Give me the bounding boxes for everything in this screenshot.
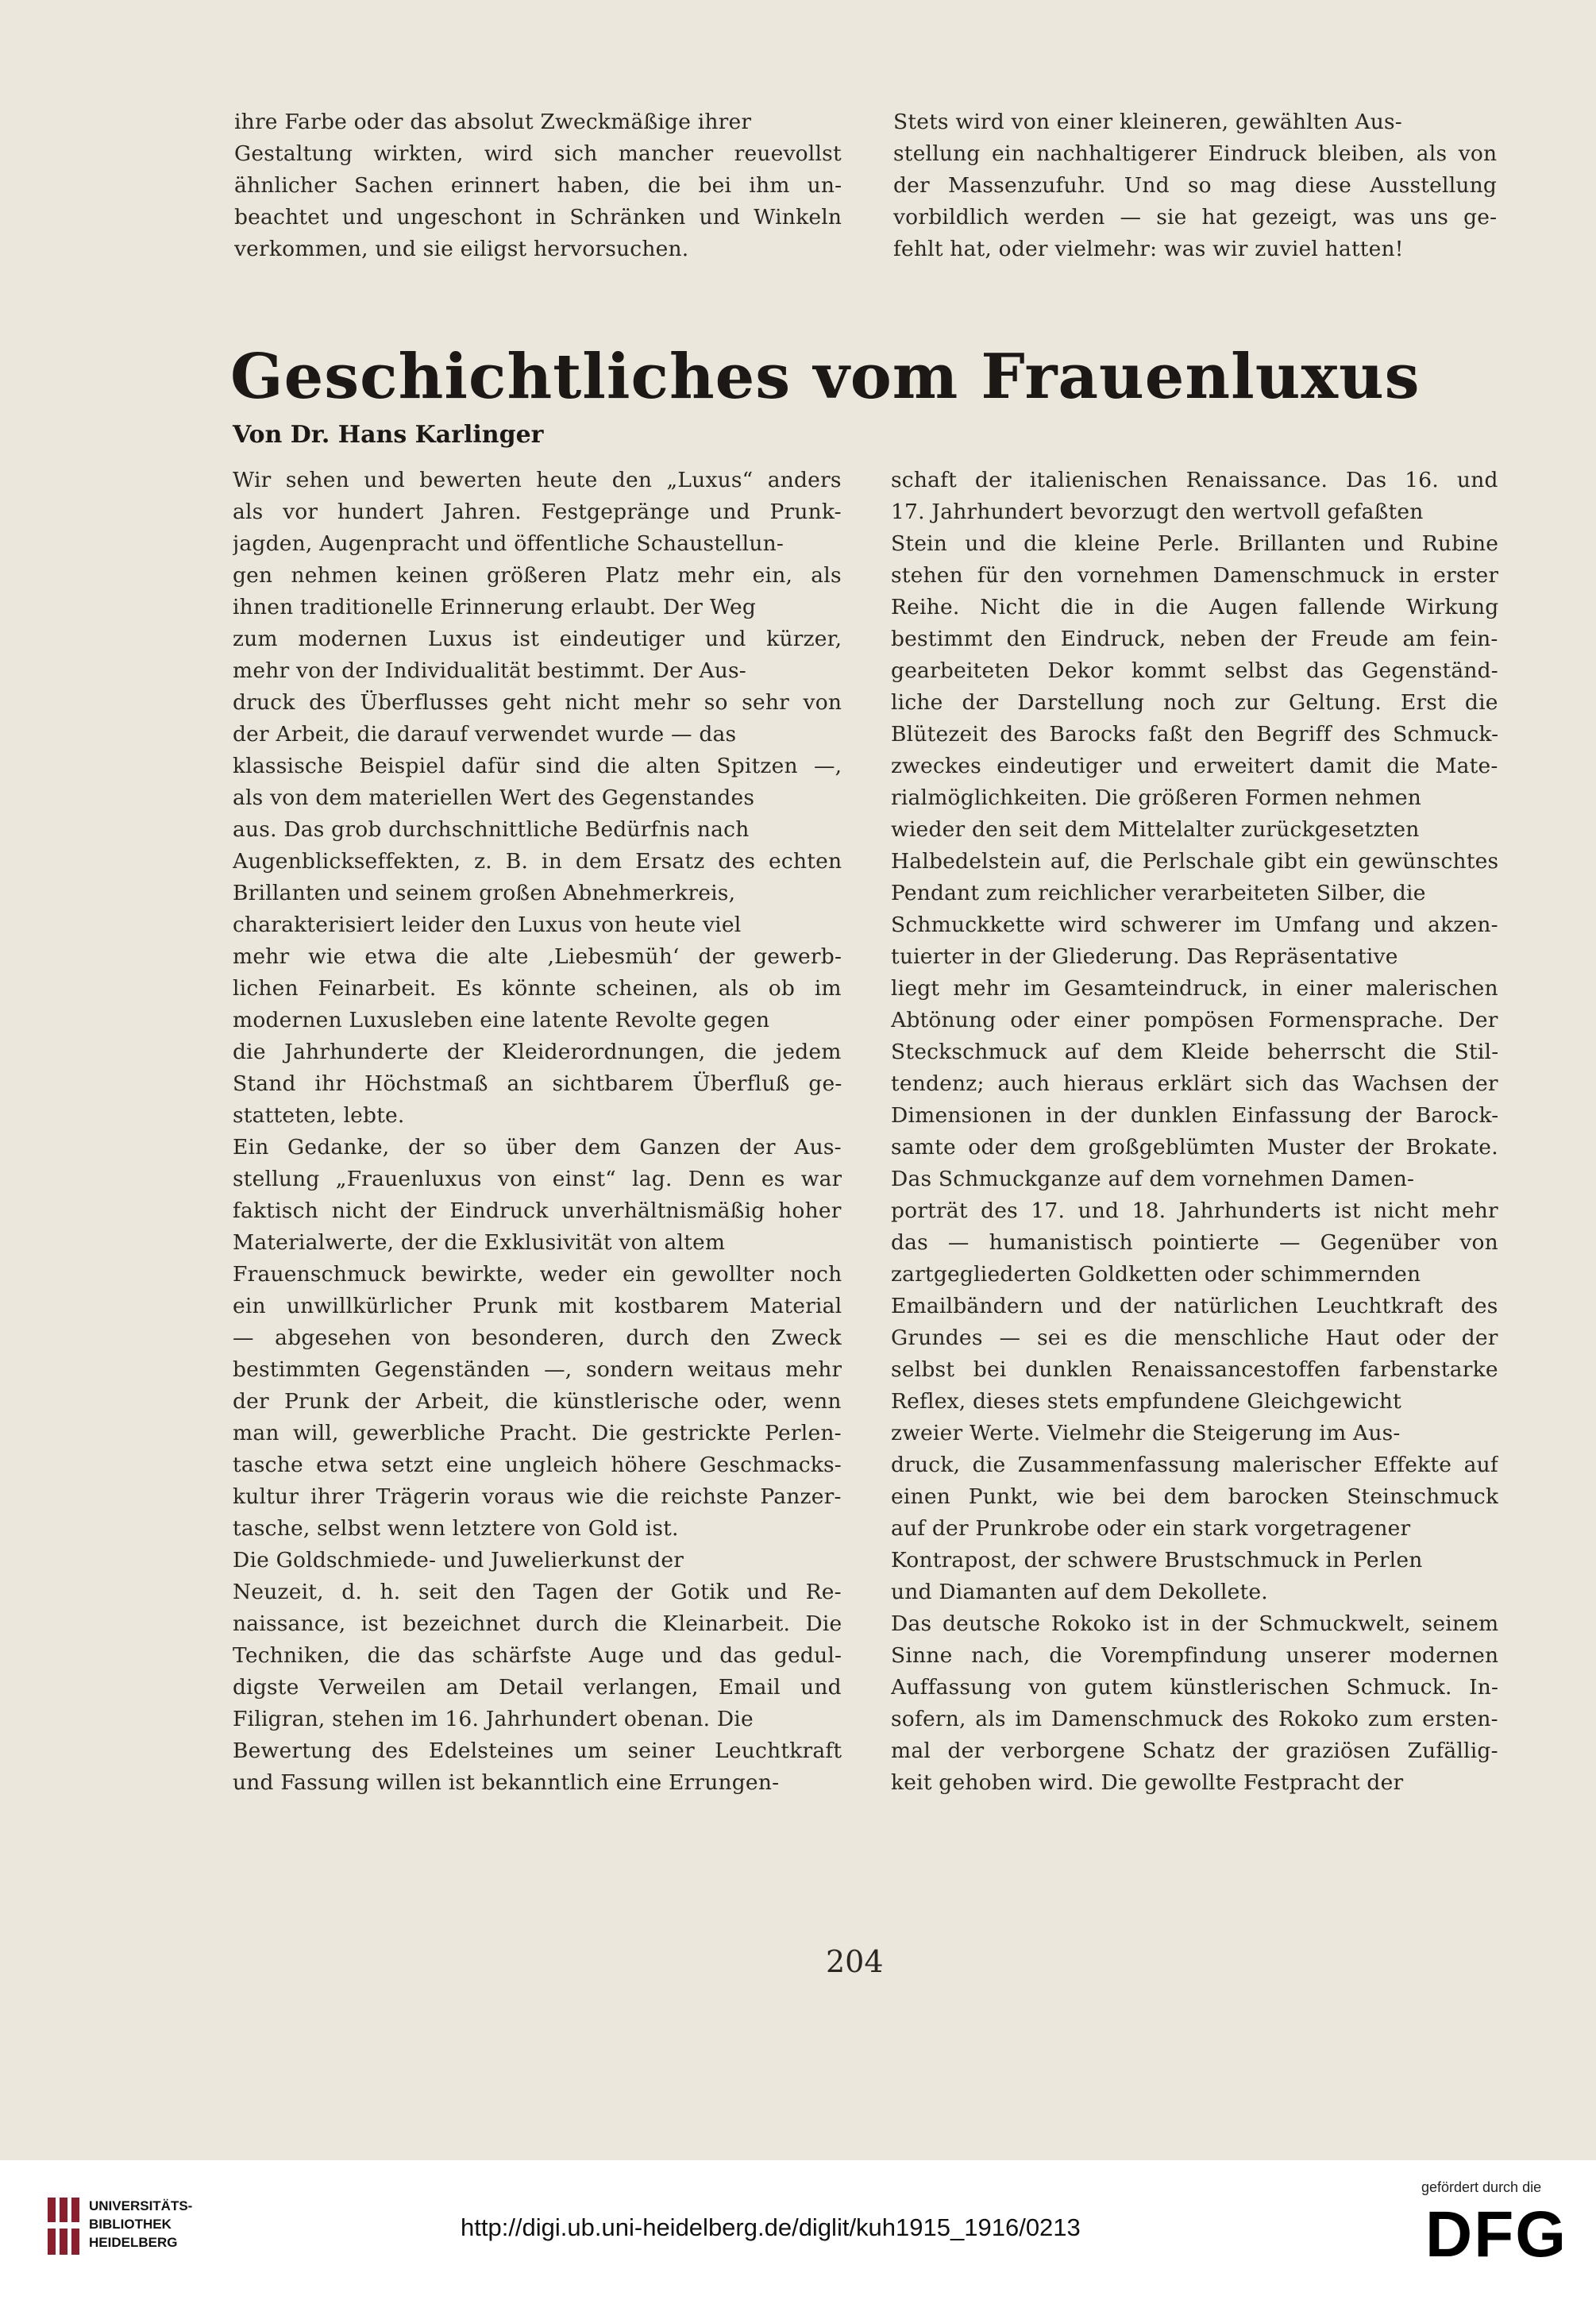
text-line: — abgesehen von besonderen, durch den Zweck: [233, 1326, 842, 1350]
text-line: der Arbeit, die darauf verwendet wurde — das: [233, 722, 737, 747]
text-line: liegt mehr im Gesamteindruck, in einer malerischen: [891, 976, 1498, 1001]
text-line: tuierter in der Gliederung. Das Repräsentative: [891, 944, 1398, 969]
text-line: ähnlicher Sachen erinnert haben, die bei ihm un-: [234, 173, 842, 198]
text-line: samte oder dem großgeblümten Muster der Brokate.: [891, 1135, 1498, 1160]
text-line: Bewertung des Edelsteines um seiner Leuchtkraft: [233, 1739, 842, 1763]
text-line: Grundes — sei es die menschliche Haut oder der: [891, 1326, 1498, 1350]
text-line: ihre Farbe oder das absolut Zweckmäßige ihrer: [234, 110, 752, 134]
library-name-line: BIBLIOTHEK: [89, 2217, 172, 2232]
text-line: Ein Gedanke, der so über dem Ganzen der Aus-: [233, 1135, 842, 1160]
text-line: klassische Beispiel dafür sind die alten Spitzen —,: [233, 754, 842, 778]
text-line: kultur ihrer Trägerin voraus wie die reichste Panzer-: [233, 1484, 842, 1509]
text-line: das — humanistisch pointierte — Gegenüber von: [891, 1230, 1498, 1255]
text-line: zweckes eindeutiger und erweitert damit die Mate-: [891, 754, 1498, 778]
text-line: Schmuckkette wird schwerer im Umfang und akzen-: [891, 913, 1498, 937]
text-line: Sinne nach, die Vorempfindung unserer modernen: [891, 1643, 1498, 1668]
dfg-logo: DFG: [1425, 2198, 1568, 2271]
article-title: Geschichtliches vom Frauenluxus: [230, 341, 1421, 413]
text-line: druck, die Zusammenfassung malerischer Effekte auf: [891, 1453, 1498, 1477]
text-line: einen Punkt, wie bei dem barocken Steinschmuck: [891, 1484, 1498, 1509]
library-name-line: HEIDELBERG: [89, 2235, 178, 2250]
text-line: rialmöglichkeiten. Die größeren Formen nehmen: [891, 785, 1421, 810]
text-line: zum modernen Luxus ist eindeutiger und kürzer,: [233, 627, 842, 651]
text-line: Filigran, stehen im 16. Jahrhundert obenan. Die: [233, 1707, 754, 1731]
text-line: liche der Darstellung noch zur Geltung. Erst die: [891, 690, 1498, 715]
text-line: Die Goldschmiede- und Juwelierkunst der: [233, 1548, 684, 1573]
text-line: und Fassung willen ist bekanntlich eine Errungen-: [233, 1770, 780, 1795]
text-line: porträt des 17. und 18. Jahrhunderts ist nicht mehr: [891, 1198, 1498, 1223]
text-line: Reihe. Nicht die in die Augen fallende Wirkung: [891, 595, 1498, 619]
library-name-line: UNIVERSITÄTS-: [89, 2198, 193, 2213]
text-line: Emailbändern und der natürlichen Leuchtkraft des: [891, 1294, 1498, 1318]
article-left-column: [233, 465, 842, 1799]
text-line: Das deutsche Rokoko ist in der Schmuckwelt, seinem: [891, 1611, 1498, 1636]
text-line: zartgegliederten Goldketten oder schimmernden: [891, 1262, 1421, 1287]
text-line: sofern, als im Damenschmuck des Rokoko zum ersten-: [891, 1707, 1498, 1731]
source-url-link[interactable]: http://digi.ub.uni-heidelberg.de/diglit/kuh1915_1916/0213: [461, 2213, 1081, 2241]
text-line: zweier Werte. Vielmehr die Steigerung im Aus-: [891, 1421, 1401, 1445]
article-byline: Von Dr. Hans Karlinger: [233, 421, 544, 449]
text-line: gen nehmen keinen größeren Platz mehr ein, als: [233, 563, 842, 588]
text-line: stellung „Frauenluxus von einst“ lag. Denn es war: [233, 1167, 842, 1191]
text-line: mehr von der Individualität bestimmt. Der Aus-: [233, 658, 746, 683]
text-line: charakterisiert leider den Luxus von heute viel: [233, 913, 742, 937]
text-line: selbst bei dunklen Renaissancestoffen farbenstarke: [891, 1357, 1498, 1382]
text-line: ihnen traditionelle Erinnerung erlaubt. Der Weg: [233, 595, 757, 619]
text-line: tasche, selbst wenn letztere von Gold ist.: [233, 1516, 679, 1541]
text-line: verkommen, und sie eiligst hervorsuchen.: [234, 237, 689, 261]
text-line: keit gehoben wird. Die gewollte Festpracht der: [891, 1770, 1404, 1795]
text-line: naissance, ist bezeichnet durch die Kleinarbeit. Die: [233, 1611, 842, 1636]
text-line: Gestaltung wirkten, wird sich mancher reuevollst: [234, 141, 842, 166]
text-line: Wir sehen und bewerten heute den „Luxus“ anders: [233, 468, 842, 492]
text-line: beachtet und ungeschont in Schränken und Winkeln: [234, 205, 842, 230]
text-line: Neuzeit, d. h. seit den Tagen der Gotik und Re-: [233, 1580, 842, 1604]
text-line: Halbedelstein auf, die Perlschale gibt ein gewünschtes: [891, 849, 1498, 874]
text-line: ein unwillkürlicher Prunk mit kostbarem Material: [233, 1294, 842, 1318]
text-line: Techniken, die das schärfste Auge und das gedul-: [233, 1643, 842, 1668]
text-line: Stand ihr Höchstmaß an sichtbarem Überfluß ge-: [233, 1071, 842, 1096]
text-line: bestimmt den Eindruck, neben der Freude am fein-: [891, 627, 1498, 651]
text-line: Dimensionen in der dunklen Einfassung der Barock-: [891, 1103, 1498, 1128]
text-line: gearbeiteten Dekor kommt selbst das Gegenständ-: [891, 658, 1498, 683]
text-line: Stets wird von einer kleineren, gewählten Aus-: [893, 110, 1402, 134]
text-line: Stein und die kleine Perle. Brillanten und Rubine: [891, 531, 1498, 556]
text-line: Augenblickseffekten, z. B. in dem Ersatz des echten: [233, 849, 842, 874]
text-line: mal der verborgene Schatz der graziösen Zufällig-: [891, 1739, 1498, 1763]
text-line: mehr wie etwa die alte ‚Liebesmüh‘ der gewerb-: [233, 944, 842, 969]
text-line: druck des Überflusses geht nicht mehr so sehr von: [233, 690, 842, 715]
text-line: Reflex, dieses stets empfundene Gleichgewicht: [891, 1389, 1402, 1414]
article-right-column: [891, 465, 1498, 1799]
top-left-column: [234, 106, 842, 265]
text-line: 17. Jahrhundert bevorzugt den wertvoll gefaßten: [891, 500, 1424, 524]
text-line: statteten, lebte.: [233, 1103, 405, 1128]
text-line: Materialwerte, der die Exklusivität von altem: [233, 1230, 726, 1255]
text-line: Pendant zum reichlicher verarbeiteten Silber, die: [891, 881, 1426, 905]
text-line: schaft der italienischen Renaissance. Das 16. und: [891, 468, 1498, 492]
text-line: aus. Das grob durchschnittliche Bedürfnis nach: [233, 817, 750, 842]
text-line: digste Verweilen am Detail verlangen, Email und: [233, 1675, 842, 1700]
text-line: Blütezeit des Barocks faßt den Begriff des Schmuck-: [891, 722, 1498, 747]
text-line: der Prunk der Arbeit, die künstlerische oder, wenn: [233, 1389, 842, 1414]
text-line: Kontrapost, der schwere Brustschmuck in Perlen: [891, 1548, 1423, 1573]
text-line: vorbildlich werden — sie hat gezeigt, was uns ge-: [893, 205, 1497, 230]
text-line: jagden, Augenpracht und öffentliche Schaustellun-: [233, 531, 785, 556]
text-line: Das Schmuckganze auf dem vornehmen Damen-: [891, 1167, 1415, 1191]
text-line: stellung ein nachhaltigerer Eindruck bleiben, als von: [893, 141, 1497, 166]
text-line: modernen Luxusleben eine latente Revolte gegen: [233, 1008, 770, 1032]
text-line: stehen für den vornehmen Damenschmuck in erster: [891, 563, 1498, 588]
text-line: fehlt hat, oder vielmehr: was wir zuviel hatten!: [893, 237, 1404, 261]
page-number: 204: [826, 1944, 884, 1979]
text-line: wieder den seit dem Mittelalter zurückgesetzten: [891, 817, 1420, 842]
library-logo-icon: [46, 2196, 81, 2256]
text-line: lichen Feinarbeit. Es könnte scheinen, als ob im: [233, 976, 842, 1001]
text-line: Frauenschmuck bewirkte, weder ein gewollter noch: [233, 1262, 842, 1287]
text-line: Abtönung oder einer pompösen Formensprache. Der: [891, 1008, 1498, 1032]
text-line: faktisch nicht der Eindruck unverhältnismäßig hoher: [233, 1198, 842, 1223]
text-line: und Diamanten auf dem Dekollete.: [891, 1580, 1268, 1604]
library-name: [89, 2197, 264, 2252]
text-line: bestimmten Gegenständen —, sondern weitaus mehr: [233, 1357, 842, 1382]
text-line: als vor hundert Jahren. Festgepränge und Prunk-: [233, 500, 842, 524]
text-line: Auffassung von gutem künstlerischen Schmuck. In-: [891, 1675, 1498, 1700]
text-line: auf der Prunkrobe oder ein stark vorgetragener: [891, 1516, 1411, 1541]
text-line: Steckschmuck auf dem Kleide beherrscht die Stil-: [891, 1040, 1498, 1064]
text-line: tendenz; auch hieraus erklärt sich das Wachsen der: [891, 1071, 1498, 1096]
text-line: tasche etwa setzt eine ungleich höhere Geschmacks-: [233, 1453, 842, 1477]
funding-caption: gefördert durch die: [1421, 2179, 1542, 2195]
text-line: als von dem materiellen Wert des Gegenstandes: [233, 785, 755, 810]
text-line: Brillanten und seinem großen Abnehmerkreis,: [233, 881, 736, 905]
text-line: man will, gewerbliche Pracht. Die gestrickte Perlen-: [233, 1421, 842, 1445]
top-right-column: [893, 106, 1497, 265]
text-line: die Jahrhunderte der Kleiderordnungen, die jedem: [233, 1040, 842, 1064]
text-line: der Massenzufuhr. Und so mag diese Ausstellung: [893, 173, 1497, 198]
